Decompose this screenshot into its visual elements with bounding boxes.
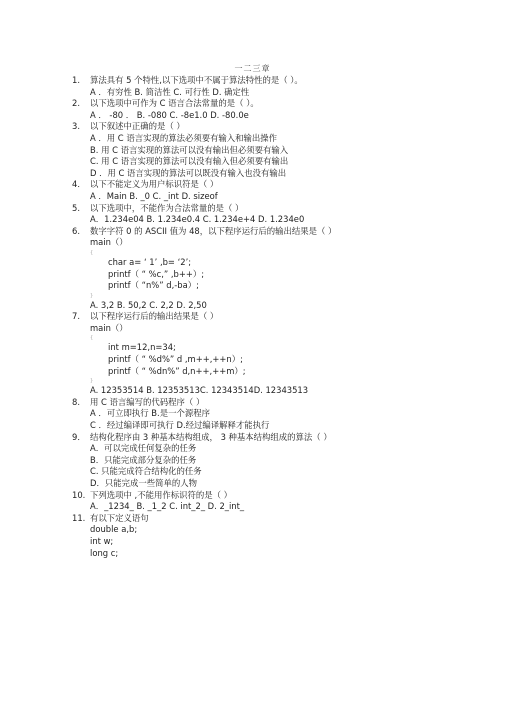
option-line: A ． -80 ． B. -080 C. -8e1.0 D. -80.0e — [90, 109, 249, 120]
question-text: 结构化程序由 3 种基本结构组成， 3 种基本结构组成的算法（ ） — [90, 431, 332, 442]
code-brace: } — [90, 378, 94, 385]
question-line — [72, 121, 472, 133]
code-line: printf（ “ %dn%” d,n++,++m）; — [108, 365, 246, 376]
question-number: 10. — [72, 489, 86, 500]
option-line: C. 只能完成符合结构化的任务 — [90, 466, 202, 477]
option-line: C ．经过编译即可执行 D.经过编译解释才能执行 — [90, 420, 270, 431]
option-line: D ．用 C 语言实现的算法可以既没有输入也没有输出 — [90, 167, 287, 178]
question-list — [72, 75, 472, 559]
code-brace: { — [90, 249, 94, 256]
question-number: 7. — [72, 311, 80, 322]
question-line — [72, 397, 472, 409]
question-text: 以下不能定义为用户标识符是（ ） — [90, 179, 219, 190]
code-line: main（） — [90, 237, 128, 248]
question-number: 3. — [72, 121, 80, 132]
option-line: int w; — [90, 535, 114, 546]
option-line: double a,b; — [90, 524, 138, 535]
question-line — [72, 98, 472, 110]
question-number: 4． — [72, 179, 86, 190]
question-number: 6. — [72, 225, 80, 236]
question-text: 以下选项中，不能作为合法常量的是（ ） — [90, 202, 244, 213]
option-line: D．只能完成一些简单的人物 — [90, 478, 197, 488]
option-line: A．_1234_ B. _1_2 C. int_2_ D. 2_int_ — [90, 501, 245, 512]
code-brace: { — [90, 335, 94, 342]
question-line — [72, 226, 472, 238]
question-line — [72, 311, 472, 323]
question-text: 以下选项中可作为 C 语言合法常量的是（ ）。 — [90, 98, 259, 109]
question-text: 以下叙述中正确的是（ ） — [90, 121, 185, 132]
question-number: 11. — [72, 512, 86, 523]
option-line: B. 用 C 语言实现的算法可以没有输出但必须要有输入 — [90, 144, 289, 155]
option-line: C. 用 C 语言实现的算法可以没有输入但必须要有输出 — [90, 156, 289, 167]
question-line — [72, 432, 472, 444]
question-number: 1. — [72, 75, 80, 85]
question-text: 数字字符 0 的 ASCII 值为 48，以下程序运行后的输出结果是（ ） — [90, 225, 337, 236]
code-line: main（） — [90, 322, 128, 333]
question-number: 2. — [72, 98, 80, 109]
code-line: int m=12,n=34; — [108, 342, 176, 353]
option-line: A ．Main B. _0 C. _int D. sizeof — [90, 190, 218, 201]
question-line — [72, 513, 472, 525]
option-line: B．只能完成部分复杂的任务 — [90, 454, 197, 465]
question-line — [72, 75, 472, 87]
option-line: A. 3,2 B. 50,2 C. 2,2 D. 2,50 — [90, 299, 207, 310]
option-line: A．1.234e04 B. 1.234e0.4 C. 1.234e+4 D. 1.234e0 — [90, 214, 305, 225]
question-text: 算法具有 5 个特性,以下选项中不属于算法特性的是（ ）。 — [90, 75, 303, 85]
question-text: 下列选项中 ,不能用作标识符的是（ ） — [90, 489, 232, 500]
question-line — [72, 203, 472, 215]
question-text: 有以下定义语句 — [90, 512, 149, 523]
option-line: A ．可立即执行 B.是一个源程序 — [90, 408, 210, 419]
code-line: char a= ‘ 1’ ,b= ‘2’; — [108, 256, 192, 267]
question-line — [72, 179, 472, 191]
question-number: 5. — [72, 202, 80, 213]
question-text: 用 C 语言编写的代码程序（ ） — [90, 396, 205, 407]
code-line: printf（ “ %c,” ,b++）; — [108, 268, 205, 279]
option-line: A ．用 C 语言实现的算法必须要有输入和输出操作 — [90, 132, 278, 143]
question-text: 以下程序运行后的输出结果是（ ） — [90, 311, 219, 322]
question-number: 9． — [72, 431, 86, 442]
option-line: A. 12353514 B. 12353513C. 12343514D. 12343513 — [90, 385, 309, 396]
question-line — [72, 490, 472, 502]
question-number: 8. — [72, 396, 80, 407]
code-line: printf（ “ %d%” d ,m++,++n）; — [108, 354, 243, 365]
option-line: A ．有穷性 B. 简洁性 C. 可行性 D. 确定性 — [90, 86, 250, 97]
page-title: 一二三章 — [234, 64, 271, 73]
code-brace: } — [90, 292, 94, 299]
code-line: printf（ “n%” d,-ba）; — [108, 280, 199, 291]
option-line: long c; — [90, 547, 119, 558]
option-line: A．可以完成任何复杂的任务 — [90, 443, 197, 454]
